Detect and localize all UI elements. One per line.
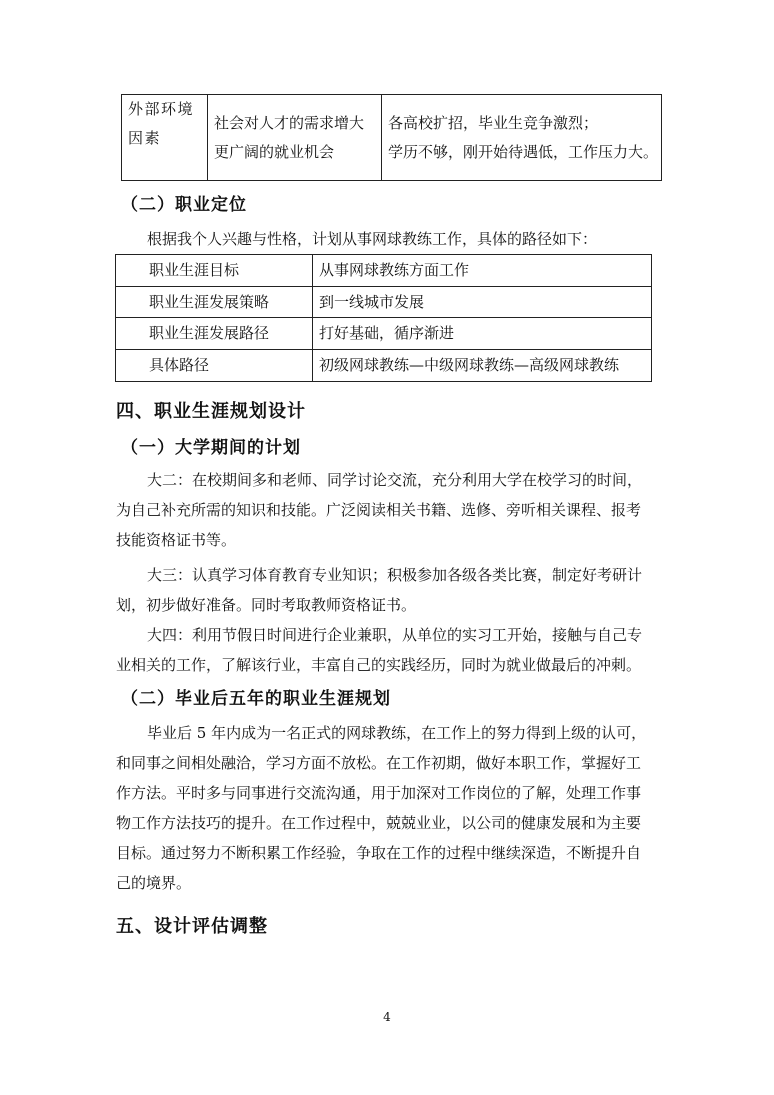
table1-cell-line: 外部环境 (128, 100, 195, 118)
external-factors-table (121, 94, 662, 181)
paragraph-line: 根据我个人兴趣与性格，计划从事网球教练工作，具体的路径如下： (147, 230, 598, 248)
paragraph-line: 作方法。平时多与同事进行交流沟通，用于加深对工作岗位的了解，处理工作事 (116, 784, 642, 802)
paragraph-line: 大四：利用节假日时间进行企业兼职，从单位的实习工开始，接触与自己专 (147, 626, 643, 644)
table-row-value: 初级网球教练—中级网球教练—高级网球教练 (319, 355, 620, 374)
university-plan-para3 (116, 620, 660, 680)
table1-cell-line: 社会对人才的需求增大 (214, 114, 365, 132)
career-position-heading: （二）职业定位 (121, 195, 247, 215)
paragraph-line: 技能资格证书等。 (116, 531, 237, 549)
career-path-table (115, 254, 652, 382)
five-year-plan-heading: （二）毕业后五年的职业生涯规划 (121, 689, 391, 709)
paragraph-line: 毕业后 5 年内成为一名正式的网球教练，在工作上的努力得到上级的认可， (147, 724, 647, 742)
table1-cell-factor (122, 95, 208, 180)
table-row (116, 287, 651, 319)
table-row (116, 255, 651, 287)
table-row-key: 职业生涯发展路径 (116, 318, 313, 349)
university-plan-para1 (116, 465, 660, 555)
table-row-key: 职业生涯发展策略 (116, 287, 313, 318)
paragraph-line: 和同事之间相处融洽，学习方面不放松。在工作初期，做好本职工作，掌握好工 (116, 754, 642, 772)
paragraph-line: 大二：在校期间多和老师、同学讨论交流，充分利用大学在校学习的时间， (147, 471, 643, 489)
paragraph-line: 为自己补充所需的知识和技能。广泛阅读相关书籍、选修、旁听相关课程、报考 (116, 501, 642, 519)
paragraph-line: 业相关的工作，了解该行业，丰富自己的实践经历，同时为就业做最后的冲刺。 (116, 656, 642, 674)
table1-cell-line: 更广阔的就业机会 (214, 143, 335, 161)
table1-cell-line: 因素 (128, 129, 162, 147)
paragraph-line: 划，初步做好准备。同时考取教师资格证书。 (116, 596, 417, 614)
paragraph-line: 大三：认真学习体育教育专业知识；积极参加各级各类比赛，制定好考研计 (147, 566, 643, 584)
table-row-key: 具体路径 (116, 350, 313, 382)
table1-cell-line: 学历不够，刚开始待遇低，工作压力大。 (388, 143, 659, 161)
table1-cell-opportunities (208, 95, 382, 180)
table-row-value: 到一线城市发展 (319, 292, 425, 311)
career-position-intro (116, 224, 660, 254)
university-plan-para2 (116, 560, 660, 620)
five-year-plan-para (116, 718, 660, 898)
table1-cell-line: 各高校扩招，毕业生竞争激烈； (388, 114, 599, 132)
page-number: 4 (383, 1010, 391, 1024)
section4-heading: 四、职业生涯规划设计 (116, 401, 306, 422)
table-row-value: 从事网球教练方面工作 (319, 261, 470, 279)
table-row (116, 318, 651, 350)
paragraph-line: 目标。通过努力不断积累工作经验，争取在工作的过程中继续深造，不断提升自 (116, 844, 642, 862)
table-row (116, 350, 651, 382)
table-row-value: 打好基础，循序渐进 (319, 324, 455, 342)
paragraph-line: 物工作方法技巧的提升。在工作过程中，兢兢业业，以公司的健康发展和为主要 (116, 814, 642, 832)
paragraph-line: 己的境界。 (116, 874, 192, 892)
table1-cell-threats (382, 95, 661, 180)
section5-heading: 五、设计评估调整 (116, 916, 268, 937)
university-plan-heading: （一）大学期间的计划 (121, 438, 301, 458)
table-row-key: 职业生涯目标 (116, 255, 313, 286)
